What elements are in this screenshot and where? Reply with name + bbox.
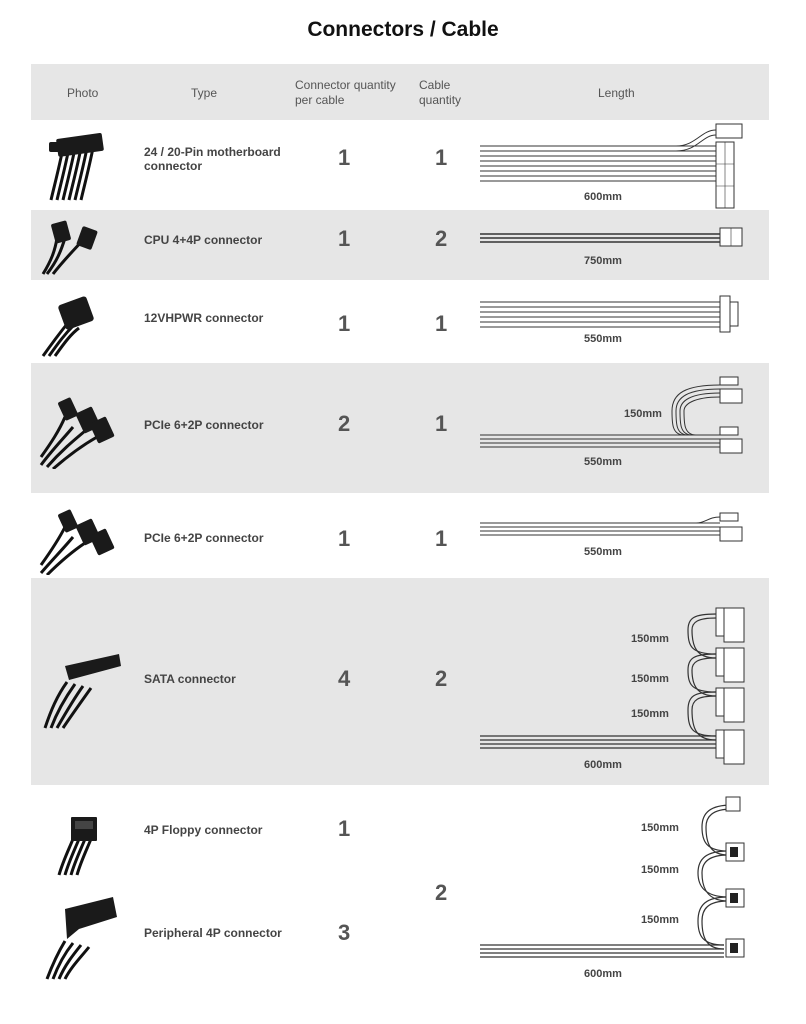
- cable-qty: 1: [435, 526, 448, 551]
- table-row: [31, 493, 769, 578]
- length-label: 150mm: [631, 673, 669, 685]
- type-label: SATA connector: [144, 672, 236, 686]
- connector-qty: 4: [338, 666, 351, 691]
- pcie-dual-cable-icon: [39, 385, 121, 469]
- length-label: 150mm: [631, 708, 669, 720]
- type-label: PCIe 6+2P connector: [144, 531, 264, 545]
- connector-qty: 1: [338, 526, 351, 551]
- length-label: 150mm: [641, 914, 679, 926]
- length-label: 600mm: [584, 191, 622, 203]
- cable-diagram: [476, 280, 756, 363]
- length-label: 150mm: [641, 864, 679, 876]
- cable-qty: 2: [435, 666, 448, 691]
- length-label: 550mm: [584, 546, 622, 558]
- sata-cable-icon: [39, 650, 121, 730]
- cable-qty: 1: [435, 145, 448, 170]
- table-row: [31, 578, 769, 785]
- cable-qty: 2: [435, 880, 448, 905]
- table-header: [31, 64, 769, 120]
- cable-qty: 2: [435, 226, 448, 251]
- table-row: [31, 363, 769, 493]
- pcie-single-cable-icon: [39, 503, 121, 575]
- connector-qty: 1: [338, 816, 351, 841]
- length-label: 150mm: [641, 822, 679, 834]
- cable-diagram: [476, 578, 756, 785]
- cable-qty: 1: [435, 411, 448, 436]
- 12vhpwr-cable-icon: [39, 290, 121, 358]
- type-label: 4P Floppy connector: [144, 823, 263, 837]
- page-title: Connectors / Cable: [307, 18, 499, 41]
- cable-qty: 1: [435, 311, 448, 336]
- cable-diagram: [476, 120, 756, 210]
- table-row: [31, 120, 769, 210]
- connector-qty: 3: [338, 920, 351, 945]
- length-label: 600mm: [584, 968, 622, 980]
- header-length: Length: [598, 86, 635, 100]
- floppy-cable-icon: [39, 801, 121, 877]
- length-label: 550mm: [584, 333, 622, 345]
- connector-qty: 2: [338, 411, 351, 436]
- type-label: PCIe 6+2P connector: [144, 418, 264, 432]
- header-type: Type: [191, 86, 218, 100]
- cable-diagram: [476, 363, 756, 493]
- type-label: Peripheral 4P connector: [144, 926, 282, 940]
- molex-cable-icon: [39, 889, 121, 981]
- type-label: 24 / 20-Pin motherboard connector: [144, 145, 281, 173]
- header-photo: Photo: [67, 86, 99, 100]
- table-row: [31, 280, 769, 363]
- cable-diagram: [476, 210, 756, 280]
- atx-24pin-cable-icon: [39, 128, 121, 204]
- cable-diagram: [476, 493, 756, 578]
- cable-diagram: [476, 785, 756, 990]
- length-label: 550mm: [584, 456, 622, 468]
- table-row: [31, 785, 769, 990]
- length-label: 150mm: [624, 408, 662, 420]
- length-label: 750mm: [584, 255, 622, 267]
- connector-qty: 1: [338, 226, 351, 251]
- header-connector-qty: Connector quantity per cable: [295, 78, 396, 107]
- type-label: 12VHPWR connector: [144, 311, 264, 325]
- cpu-eps-cable-icon: [39, 216, 121, 276]
- connector-qty: 1: [338, 311, 351, 336]
- length-label: 150mm: [631, 633, 669, 645]
- length-label: 600mm: [584, 759, 622, 771]
- table-row: [31, 210, 769, 280]
- connector-qty: 1: [338, 145, 351, 170]
- type-label: CPU 4+4P connector: [144, 233, 263, 247]
- header-cable-qty: Cable quantity: [419, 78, 462, 107]
